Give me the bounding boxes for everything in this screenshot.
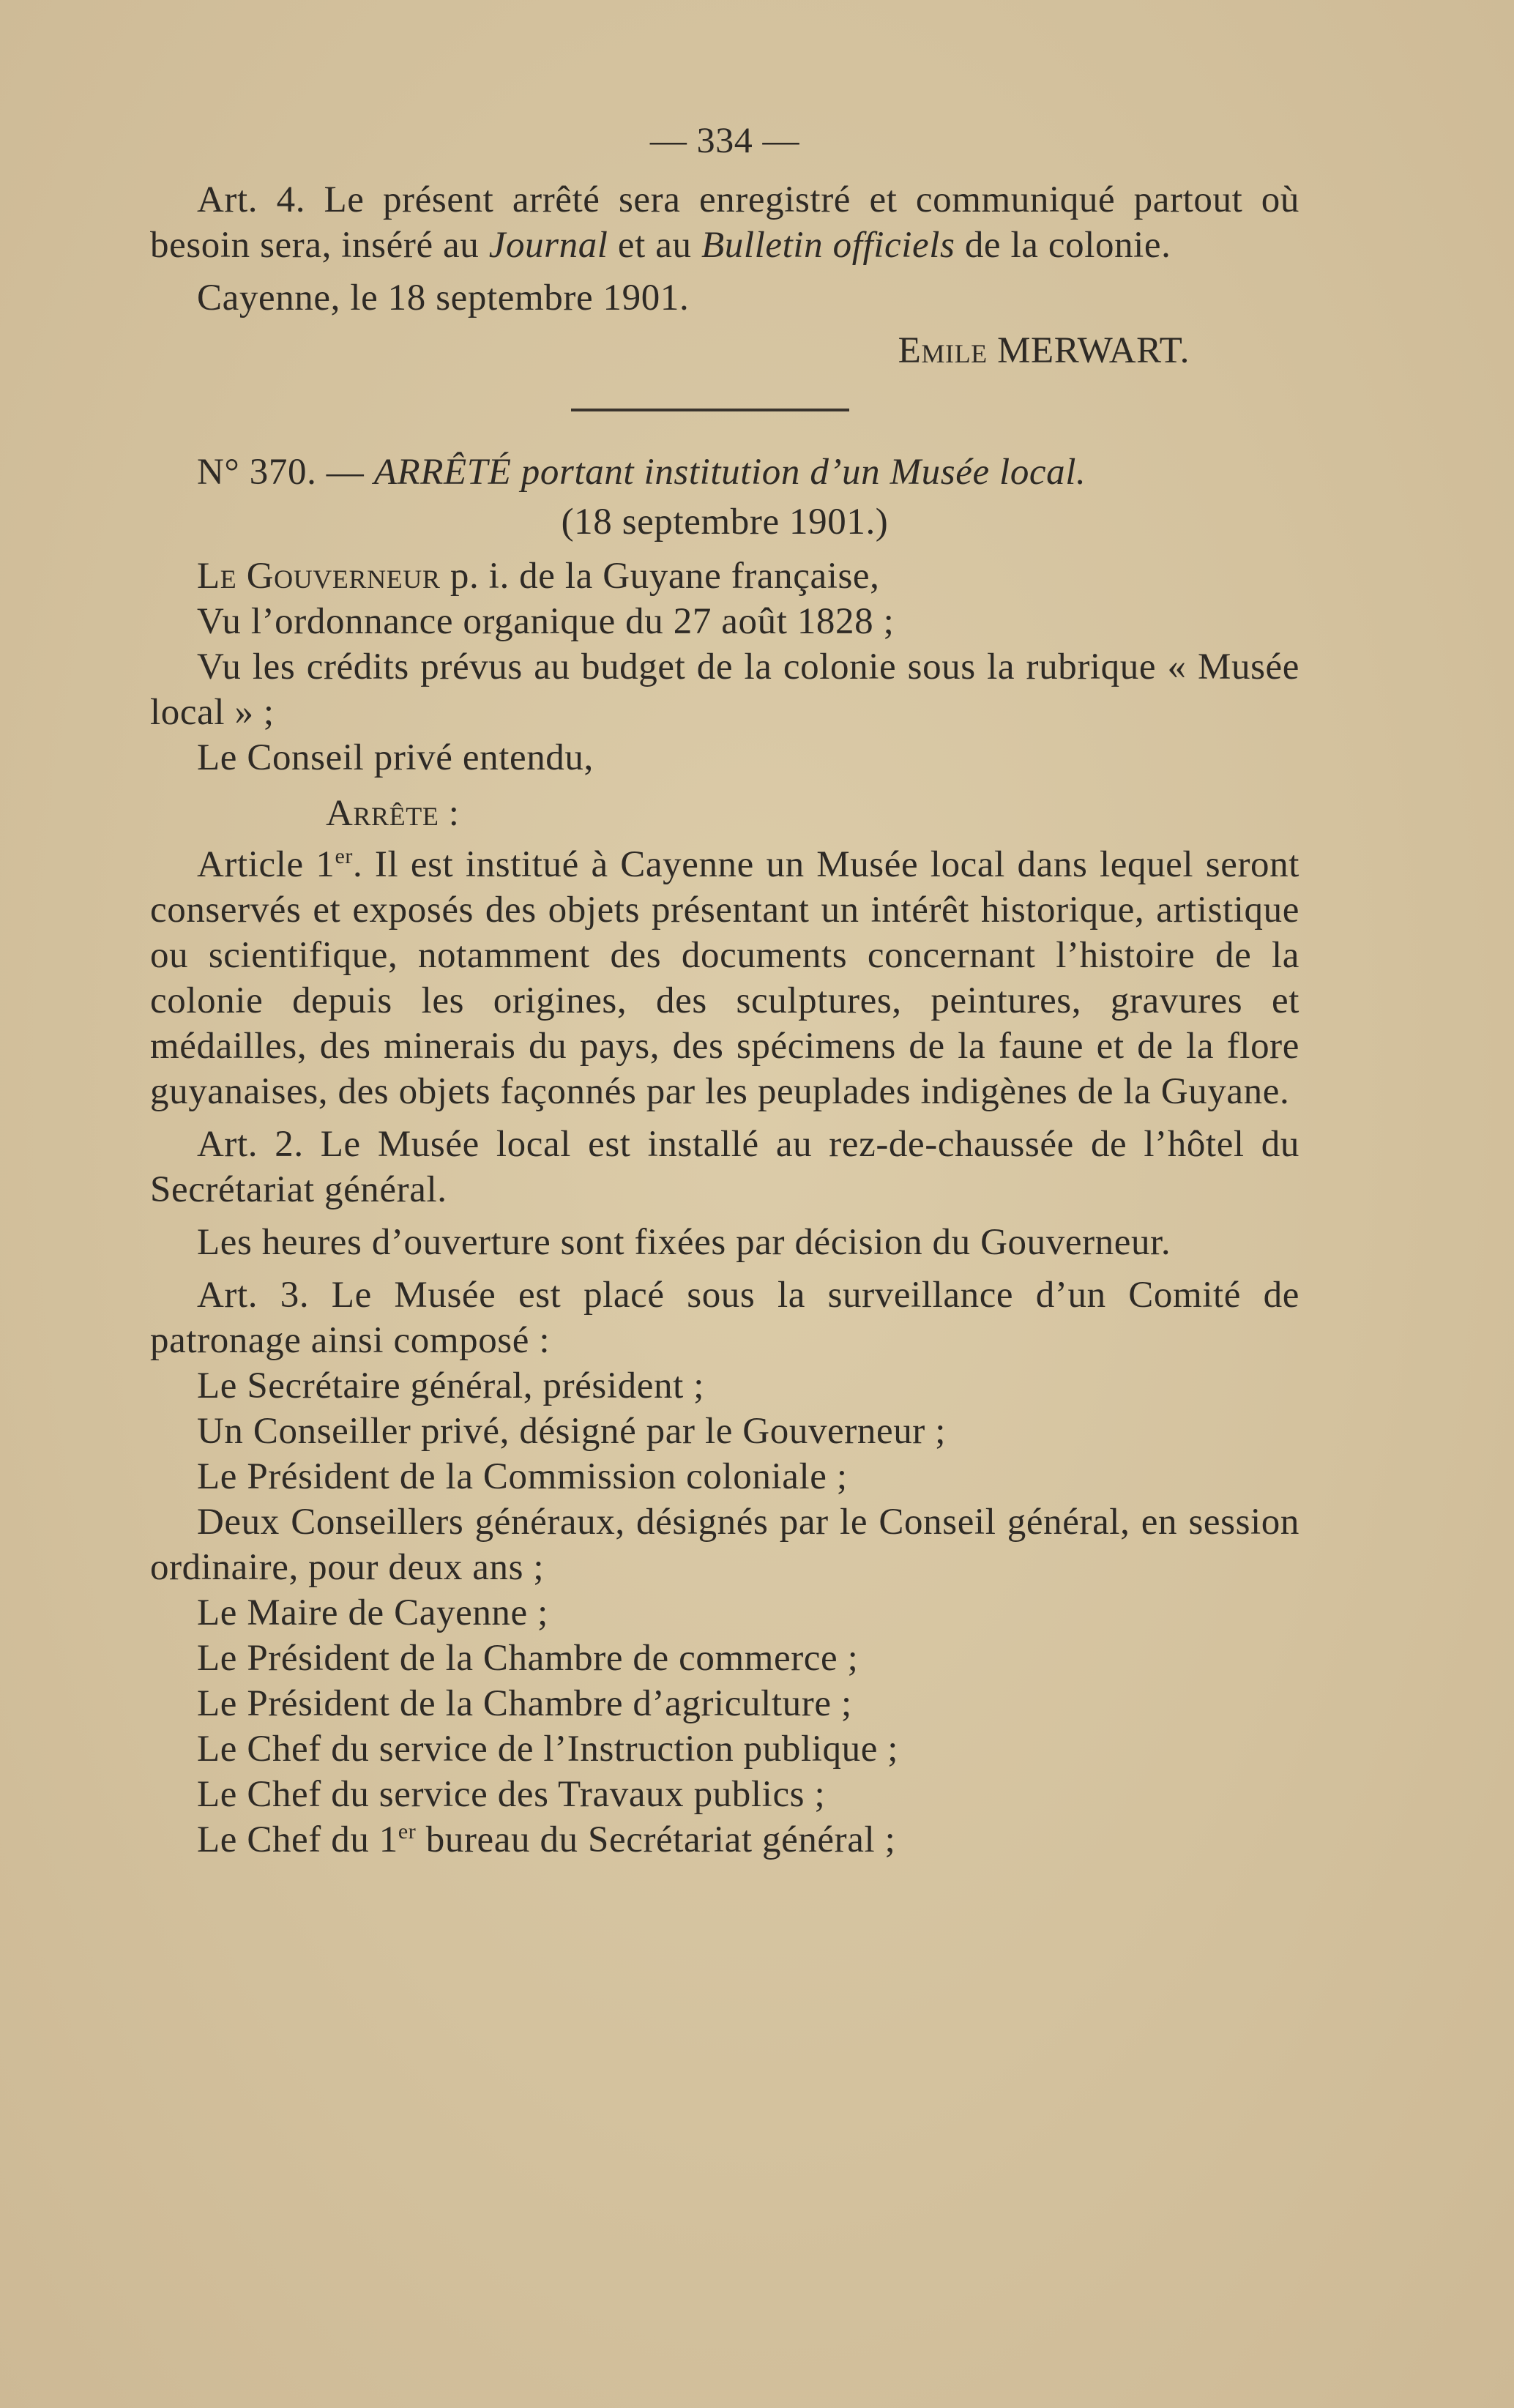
article-4-text: Art. 4. Le présent arrêté sera enregistré et communiqué partout où besoin sera, inséré au	[150, 179, 1299, 266]
gouverneur-label: Le Gouverneur	[197, 556, 441, 597]
article-4-paragraph	[150, 177, 1299, 268]
last-member-sup: er	[398, 1819, 417, 1844]
conseil-line: Le Conseil privé entendu,	[197, 737, 594, 778]
committee-member: Deux Conseillers généraux, désignés par le Conseil général, en session ordinaire, pour deux ans ;	[150, 1502, 1299, 1588]
text-column	[150, 117, 1299, 1863]
article-4-text-b: et au	[608, 225, 701, 266]
decree-heading	[150, 450, 1299, 495]
section-divider	[571, 409, 849, 411]
vu-credits: Vu les crédits prévus au budget de la colonie sous la rubrique « Musée local » ;	[150, 646, 1299, 733]
article-3: Art. 3. Le Musée est placé sous la surveillance d’un Comité de patronage ainsi composé :	[150, 1275, 1299, 1361]
committee-member: Le Président de la Commission coloniale ;	[197, 1456, 848, 1497]
page-number: — 334 —	[649, 119, 800, 160]
committee-member: Le Secrétaire général, président ;	[197, 1365, 704, 1406]
journal-title: Journal	[488, 225, 608, 266]
heures-line: Les heures d’ouverture sont fixées par décision du Gouverneur.	[197, 1222, 1171, 1263]
committee-member: Le Chef du service des Travaux publics ;	[197, 1774, 826, 1815]
place-date: Cayenne, le 18 septembre 1901.	[197, 277, 690, 318]
committee-member: Le Président de la Chambre d’agriculture ;	[197, 1683, 852, 1724]
gouverneur-line	[150, 553, 1299, 599]
last-member-text: Le Chef du 1	[197, 1819, 398, 1860]
article-4-text-c: de la colonie.	[955, 225, 1171, 266]
article-1-sup: er	[335, 844, 353, 868]
last-member-text-b: bureau du Secrétariat général ;	[416, 1819, 896, 1860]
committee-member-last	[150, 1817, 1299, 1863]
decree-title: ARRÊTÉ portant institution d’un Musée local.	[373, 452, 1086, 493]
committee-member: Le Président de la Chambre de commerce ;	[197, 1638, 859, 1679]
decree-number: N° 370. —	[197, 452, 374, 493]
committee-list	[150, 1363, 1299, 1863]
decree-date: (18 septembre 1901.)	[561, 502, 889, 543]
gouverneur-rest: p. i. de la Guyane française,	[440, 556, 880, 597]
signature: Emile MERWART.	[898, 330, 1190, 371]
committee-member: Le Chef du service de l’Instruction publique ;	[197, 1729, 899, 1770]
article-1	[150, 842, 1299, 1114]
article-1-label: Article 1	[197, 844, 335, 885]
article-1-text: . Il est institué à Cayenne un Musée local dans lequel seront conservés et exposés des objets présentant un intérêt historique, artistique ou scientifique, notamment des documents concernant l’histoire de la colonie depuis les origines, des sculptures, peintures, gravures et médailles, des minerais du pays, des spécimens de la faune et de la flore guyanaises, des objets façonnés par les peuplades indigènes de la Guyane.	[150, 844, 1300, 1112]
committee-member: Le Maire de Cayenne ;	[197, 1592, 548, 1633]
arrete-heading: Arrête :	[326, 793, 460, 834]
bulletin-title: Bulletin officiels	[701, 225, 955, 266]
committee-member: Un Conseiller privé, désigné par le Gouverneur ;	[197, 1411, 947, 1452]
article-2: Art. 2. Le Musée local est installé au rez-de-chaussée de l’hôtel du Secrétariat général.	[150, 1124, 1299, 1210]
vu-ordonnance: Vu l’ordonnance organique du 27 août 1828 ;	[197, 601, 895, 642]
